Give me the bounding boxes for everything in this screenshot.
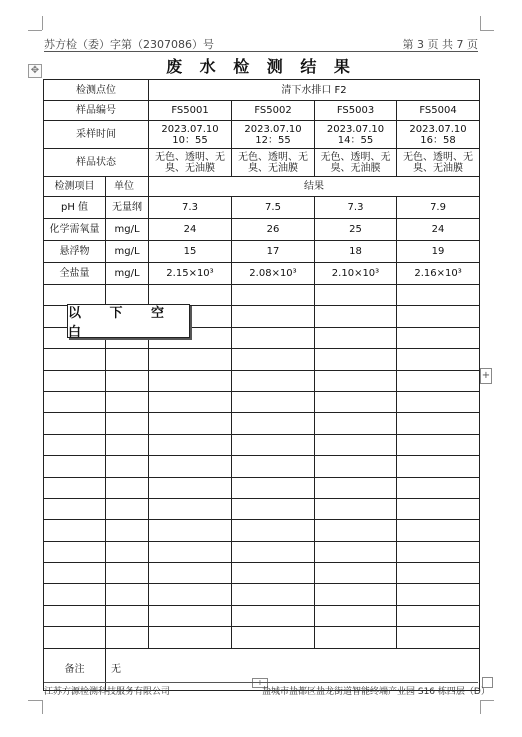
state-line: 臭、无油膜 (165, 162, 215, 174)
item-unit: mg/L (106, 219, 149, 241)
sample-id-label: 样品编号 (44, 101, 149, 121)
empty-cell (44, 584, 106, 605)
crop-mark (480, 700, 494, 701)
empty-cell (232, 456, 315, 477)
empty-cell (106, 456, 149, 477)
empty-cell (149, 391, 232, 412)
empty-cell (397, 349, 480, 370)
sample-date: 2023.07.10 (244, 123, 302, 135)
location-label: 检测点位 (44, 80, 149, 101)
empty-cell (315, 285, 397, 306)
sample-time (315, 121, 397, 149)
result-value: 7.5 (232, 197, 315, 219)
empty-cell (44, 434, 106, 455)
empty-cell (149, 498, 232, 519)
empty-cell (397, 285, 480, 306)
empty-cell (315, 605, 397, 626)
page-info: 第 3 页 共 7 页 (402, 38, 478, 51)
empty-cell (397, 413, 480, 434)
empty-cell (44, 413, 106, 434)
doc-number: 苏方检（委）字第（2307086）号 (44, 38, 214, 51)
empty-cell (397, 605, 480, 626)
empty-cell (149, 349, 232, 370)
sample-id: FS5002 (232, 101, 315, 121)
empty-cell (44, 563, 106, 584)
empty-row (44, 391, 480, 412)
sample-time (397, 121, 480, 149)
remark-value: 无 (106, 648, 480, 690)
empty-row (44, 627, 480, 648)
sample-id: FS5004 (397, 101, 480, 121)
sample-date: 2023.07.10 (409, 123, 467, 135)
result-value: 2.10×10³ (315, 263, 397, 285)
empty-cell (315, 477, 397, 498)
empty-cell (232, 327, 315, 348)
empty-cell (397, 477, 480, 498)
item-name: pH 值 (44, 197, 106, 219)
empty-cell (106, 563, 149, 584)
empty-cell (315, 349, 397, 370)
empty-cell (232, 498, 315, 519)
empty-row (44, 370, 480, 391)
empty-cell (232, 520, 315, 541)
empty-cell (44, 605, 106, 626)
empty-cell (315, 520, 397, 541)
empty-cell (149, 520, 232, 541)
footer-divider (44, 682, 478, 683)
crop-mark (42, 16, 43, 30)
result-value: 7.9 (397, 197, 480, 219)
empty-cell (44, 627, 106, 648)
empty-cell (149, 627, 232, 648)
empty-cell (315, 584, 397, 605)
sample-time (149, 121, 232, 149)
empty-cell (315, 391, 397, 412)
empty-cell (232, 563, 315, 584)
state-line: 臭、无油膜 (330, 162, 381, 174)
empty-cell (232, 477, 315, 498)
empty-cell (397, 627, 480, 648)
empty-cell (106, 349, 149, 370)
empty-row (44, 563, 480, 584)
empty-row (44, 498, 480, 519)
add-column-icon[interactable]: + (480, 368, 492, 384)
empty-row (44, 605, 480, 626)
empty-cell (149, 434, 232, 455)
empty-cell (44, 391, 106, 412)
empty-cell (397, 520, 480, 541)
table-row (44, 219, 480, 241)
crop-mark (480, 700, 481, 714)
sample-time (232, 121, 315, 149)
results-table (43, 79, 480, 691)
empty-cell (315, 306, 397, 327)
table-row (44, 149, 480, 177)
state-line: 无色、透明、无 (320, 151, 391, 163)
state-line: 无色、透明、无 (403, 151, 474, 163)
item-label: 检测项目 (44, 177, 106, 197)
result-value: 2.08×10³ (232, 263, 315, 285)
table-row (44, 197, 480, 219)
empty-cell (106, 627, 149, 648)
empty-cell (149, 370, 232, 391)
result-value: 26 (232, 219, 315, 241)
page-title: 废 水 检 测 结 果 (166, 57, 356, 76)
empty-cell (397, 327, 480, 348)
empty-cell (149, 605, 232, 626)
item-name: 化学需氧量 (44, 219, 106, 241)
item-unit: mg/L (106, 241, 149, 263)
empty-cell (397, 391, 480, 412)
crop-mark (480, 30, 494, 31)
empty-cell (106, 391, 149, 412)
empty-row (44, 520, 480, 541)
table-row (44, 177, 480, 197)
empty-cell (106, 520, 149, 541)
result-value: 7.3 (149, 197, 232, 219)
result-value: 24 (397, 219, 480, 241)
location-value: 清下水排口 F2 (149, 80, 480, 101)
empty-cell (232, 349, 315, 370)
empty-cell (106, 605, 149, 626)
empty-cell (149, 456, 232, 477)
empty-cell (232, 584, 315, 605)
empty-cell (315, 627, 397, 648)
empty-cell (315, 563, 397, 584)
empty-cell (106, 434, 149, 455)
empty-row (44, 413, 480, 434)
empty-cell (44, 349, 106, 370)
crop-mark (28, 30, 42, 31)
empty-row (44, 584, 480, 605)
state-line: 臭、无油膜 (248, 162, 298, 174)
sample-state (397, 149, 480, 177)
empty-cell (149, 584, 232, 605)
blank-below-stamp: 以 下 空 白 (67, 304, 190, 338)
item-name: 悬浮物 (44, 241, 106, 263)
add-row-icon[interactable]: + (252, 678, 268, 688)
table-row (44, 80, 480, 101)
state-line: 无色、透明、无 (238, 151, 308, 163)
table-row (44, 263, 480, 285)
empty-cell (315, 370, 397, 391)
empty-cell (397, 434, 480, 455)
empty-cell (315, 498, 397, 519)
sample-date: 2023.07.10 (326, 123, 385, 135)
empty-row (44, 541, 480, 562)
empty-row (44, 456, 480, 477)
state-label: 样品状态 (44, 149, 149, 177)
result-value: 2.16×10³ (397, 263, 480, 285)
table-row (44, 101, 480, 121)
empty-cell (232, 413, 315, 434)
crop-mark (42, 700, 43, 714)
state-line: 无色、透明、无 (155, 151, 225, 163)
empty-cell (106, 477, 149, 498)
crop-mark (480, 16, 481, 30)
sample-state (232, 149, 315, 177)
remark-label: 备注 (44, 648, 106, 690)
empty-cell (44, 541, 106, 562)
item-unit: mg/L (106, 263, 149, 285)
sample-state (315, 149, 397, 177)
sample-state (149, 149, 232, 177)
empty-cell (315, 541, 397, 562)
crop-mark (28, 700, 42, 701)
empty-cell (397, 456, 480, 477)
empty-cell (106, 541, 149, 562)
empty-cell (232, 370, 315, 391)
company-address: 盐城市盐都区盐龙街道智能终端产业园 S16 栋四层（D） (262, 687, 490, 697)
empty-row (44, 434, 480, 455)
empty-cell (315, 434, 397, 455)
empty-cell (106, 584, 149, 605)
sample-clock: 10：55 (172, 134, 208, 146)
empty-cell (315, 456, 397, 477)
empty-cell (232, 541, 315, 562)
result-value: 17 (232, 241, 315, 263)
empty-cell (232, 391, 315, 412)
item-name: 全盐量 (44, 263, 106, 285)
result-value: 25 (315, 219, 397, 241)
table-move-handle-icon[interactable]: ✥ (28, 64, 42, 78)
empty-cell (44, 370, 106, 391)
sample-id: FS5003 (315, 101, 397, 121)
empty-cell (232, 627, 315, 648)
result-value: 19 (397, 241, 480, 263)
table-row (44, 121, 480, 149)
sample-id: FS5001 (149, 101, 232, 121)
result-value: 18 (315, 241, 397, 263)
empty-row (44, 477, 480, 498)
table-row (44, 241, 480, 263)
result-value: 15 (149, 241, 232, 263)
sample-clock: 16：58 (420, 134, 456, 146)
empty-cell (149, 541, 232, 562)
empty-cell (232, 285, 315, 306)
company-name: 江苏方源检测科技服务有限公司 (44, 687, 171, 697)
state-line: 臭、无油膜 (413, 162, 464, 174)
sample-clock: 12：55 (255, 134, 291, 146)
empty-cell (397, 498, 480, 519)
empty-cell (315, 413, 397, 434)
empty-cell (149, 477, 232, 498)
empty-cell (315, 327, 397, 348)
empty-cell (149, 413, 232, 434)
empty-cell (232, 306, 315, 327)
result-value: 2.15×10³ (149, 263, 232, 285)
sample-clock: 14：55 (337, 134, 374, 146)
empty-cell (44, 456, 106, 477)
empty-cell (232, 434, 315, 455)
empty-cell (149, 563, 232, 584)
empty-cell (397, 584, 480, 605)
time-label: 采样时间 (44, 121, 149, 149)
empty-cell (397, 541, 480, 562)
item-unit: 无量纲 (106, 197, 149, 219)
result-label: 结果 (149, 177, 480, 197)
sample-date: 2023.07.10 (161, 123, 219, 135)
empty-cell (106, 370, 149, 391)
result-value: 24 (149, 219, 232, 241)
empty-cell (106, 498, 149, 519)
empty-cell (106, 413, 149, 434)
empty-cell (397, 370, 480, 391)
empty-cell (397, 563, 480, 584)
empty-cell (44, 520, 106, 541)
header-divider (44, 51, 478, 52)
empty-cell (44, 477, 106, 498)
empty-cell (397, 306, 480, 327)
empty-cell (232, 605, 315, 626)
unit-label: 单位 (106, 177, 149, 197)
empty-cell (44, 498, 106, 519)
empty-row (44, 349, 480, 370)
result-value: 7.3 (315, 197, 397, 219)
